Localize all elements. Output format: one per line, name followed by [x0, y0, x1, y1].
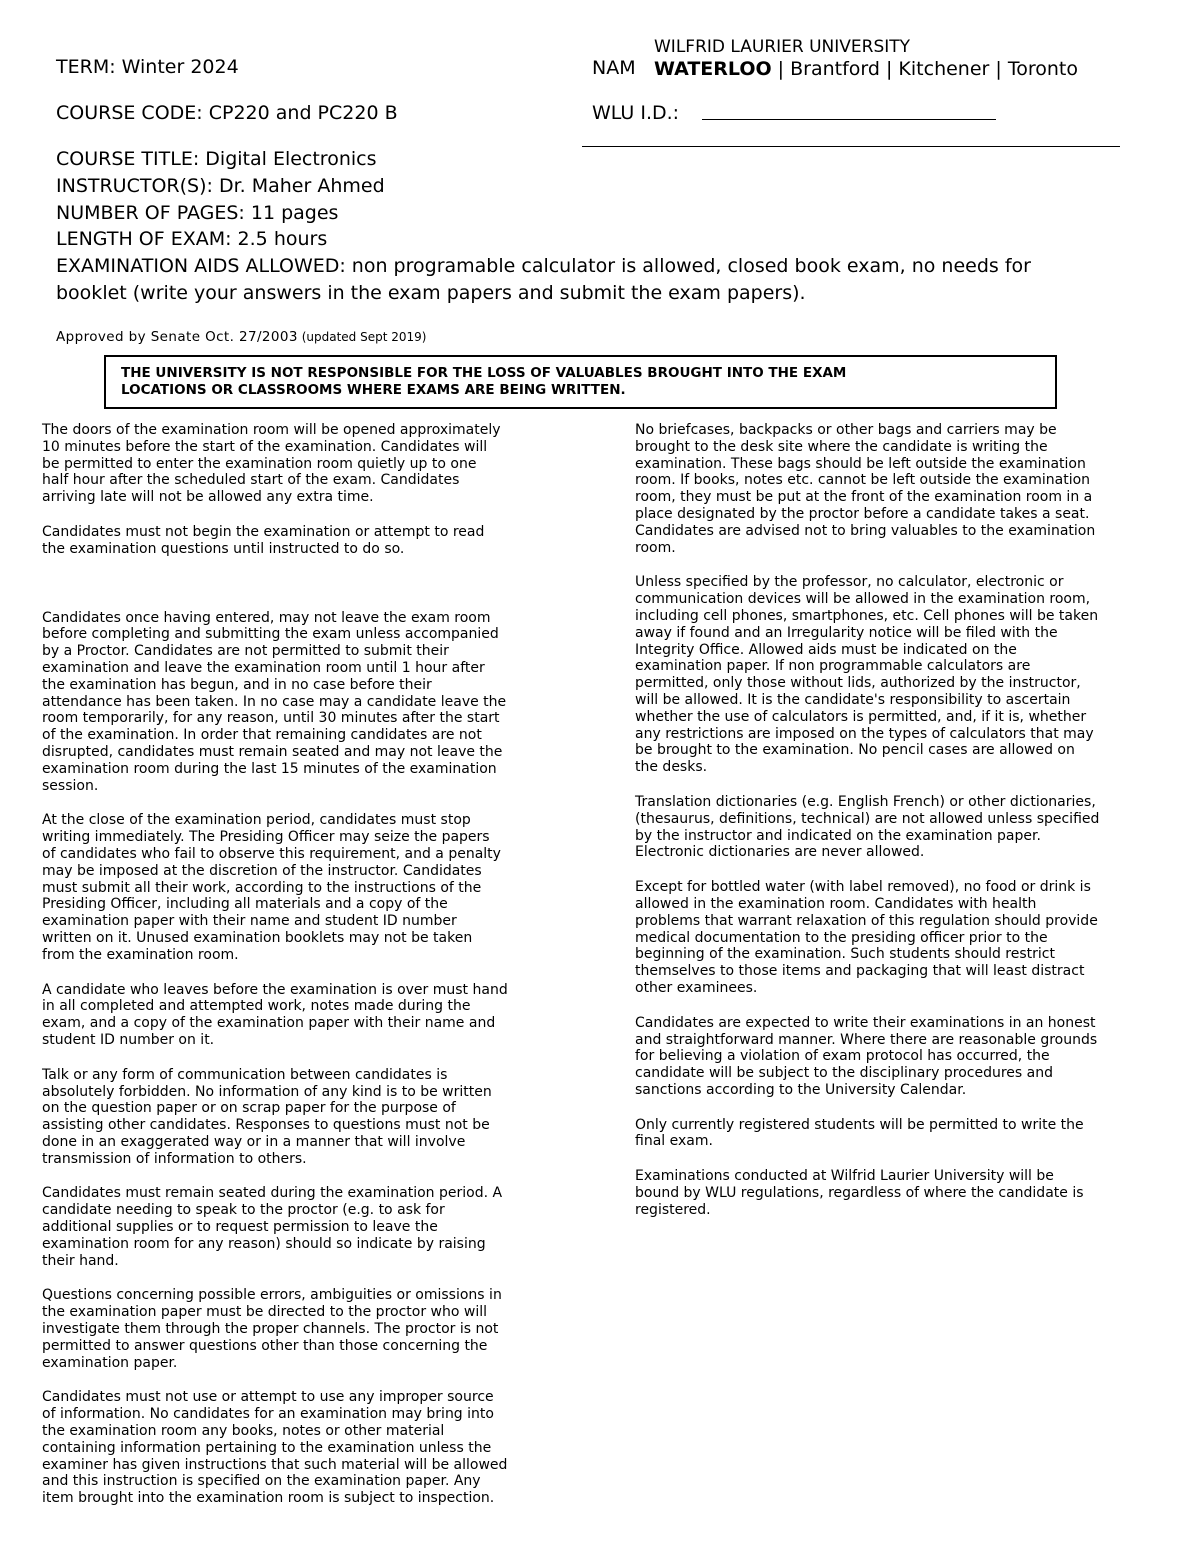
- rule-paragraph: [635, 879, 1175, 997]
- rule-line: additional supplies or to request permission to leave the: [42, 1219, 438, 1236]
- rule-line: transmission of information to others.: [42, 1150, 307, 1167]
- rule-line: the examination room any books, notes or other material: [42, 1423, 445, 1440]
- rule-line: containing information pertaining to the examination unless the: [42, 1439, 492, 1456]
- rule-line: written on it. Unused examination booklets may not be taken: [42, 929, 473, 946]
- rule-paragraph: [42, 1287, 582, 1371]
- rule-line: absolutely forbidden. No information of any kind is to be written: [42, 1083, 492, 1100]
- rule-line: examination paper.: [42, 1354, 178, 1371]
- approval-main: Approved by Senate Oct. 27/2003: [56, 329, 298, 345]
- rule-paragraph: [635, 794, 1175, 861]
- rule-line: half hour after the scheduled start of the exam. Candidates: [42, 472, 460, 489]
- rule-paragraph: [635, 422, 1175, 556]
- university-name: WILFRID LAURIER UNIVERSITY: [654, 37, 911, 57]
- rule-line: Except for bottled water (with label removed), no food or drink is: [635, 879, 1091, 896]
- rule-line: Questions concerning possible errors, ambiguities or omissions in: [42, 1287, 502, 1304]
- rule-line: At the close of the examination period, candidates must stop: [42, 812, 471, 829]
- rule-line: (thesaurus, definitions, technical) are not allowed unless specified: [635, 810, 1100, 827]
- rule-line: place designated by the proctor before a candidate takes a seat.: [635, 505, 1090, 522]
- rule-line: session.: [42, 777, 99, 794]
- rules-left-column: [42, 422, 582, 1507]
- rule-line: brought to the desk site where the candidate is writing the: [635, 438, 1048, 455]
- rule-line: examination paper. If non programmable calculators are: [635, 658, 1031, 675]
- exam-length: LENGTH OF EXAM: 2.5 hours: [56, 228, 328, 251]
- rule-line: bound by WLU regulations, regardless of where the candidate is: [635, 1185, 1084, 1202]
- rule-line: registered.: [635, 1201, 711, 1218]
- rule-line: the examination paper must be directed to the proctor who will: [42, 1304, 487, 1321]
- rule-line: problems that warrant relaxation of this regulation should provide: [635, 912, 1098, 929]
- rule-line: assisting other candidates. Responses to questions must not be: [42, 1117, 490, 1134]
- rule-line: attendance has been taken. In no case may a candidate leave the: [42, 693, 507, 710]
- rule-line: room temporarily, for any reason, until 30 minutes after the start: [42, 710, 500, 727]
- rule-line: examination and leave the examination room until 1 hour after: [42, 659, 485, 676]
- rule-line: Examinations conducted at Wilfrid Laurier University will be: [635, 1168, 1054, 1185]
- rule-line: student ID number on it.: [42, 1031, 215, 1048]
- exam-aids-line-1: EXAMINATION AIDS ALLOWED: non programable calculator is allowed, closed book exam, no needs for: [56, 255, 1031, 278]
- rule-paragraph: [42, 1389, 582, 1507]
- rule-paragraph: [635, 574, 1175, 776]
- wlu-id-field-line: [702, 119, 996, 120]
- rule-line: any restrictions are imposed on the types of calculators that may: [635, 725, 1094, 742]
- rule-line: by the instructor and indicated on the examination paper.: [635, 827, 1041, 844]
- rule-line: disrupted, candidates must remain seated and may not leave the: [42, 743, 503, 760]
- rule-line: medical documentation to the presiding officer prior to the: [635, 929, 1048, 946]
- rules-right-column: [635, 422, 1175, 1219]
- rule-line: investigate them through the proper channels. The proctor is not: [42, 1321, 499, 1338]
- course-code: COURSE CODE: CP220 and PC220 B: [56, 102, 398, 124]
- rule-line: Candidates must not use or attempt to use any improper source: [42, 1389, 494, 1406]
- rule-paragraph: [635, 1117, 1175, 1151]
- rule-line: No briefcases, backpacks or other bags and carriers may be: [635, 422, 1057, 438]
- rule-line: Candidates once having entered, may not leave the exam room: [42, 609, 491, 626]
- rule-line: the examination has begun, and in no case before their: [42, 676, 432, 693]
- rule-line: be brought to the examination. No pencil cases are allowed on: [635, 742, 1075, 759]
- number-of-pages: NUMBER OF PAGES: 11 pages: [56, 201, 339, 224]
- course-meta: [56, 146, 1096, 307]
- rule-line: Talk or any form of communication between candidates is: [42, 1066, 448, 1083]
- course-title: COURSE TITLE: Digital Electronics: [56, 148, 377, 170]
- rule-line: Electronic dictionaries are never allowed.: [635, 844, 925, 861]
- rule-line: communication devices will be allowed in the examination room,: [635, 591, 1091, 608]
- rule-line: themselves to those items and packaging that will least distract: [635, 963, 1085, 980]
- rule-line: allowed in the examination room. Candidates with health: [635, 895, 1037, 912]
- rule-line: examination paper with their name and student ID number: [42, 913, 457, 930]
- rule-line: the desks.: [635, 759, 708, 776]
- rule-line: before completing and submitting the exam unless accompanied: [42, 626, 499, 643]
- rule-line: permitted to answer questions other than those concerning the: [42, 1337, 488, 1354]
- rule-paragraph: [42, 610, 582, 795]
- name-label: NAM: [592, 57, 636, 79]
- term: TERM: Winter 2024: [56, 56, 239, 78]
- valuables-notice-box: [104, 355, 1057, 409]
- rule-line: for believing a violation of exam protocol has occurred, the: [635, 1048, 1050, 1065]
- rule-line: beginning of the examination. Such students should restrict: [635, 946, 1055, 963]
- rule-line: candidate needing to speak to the proctor (e.g. to ask for: [42, 1202, 445, 1219]
- rule-paragraph: [635, 1168, 1175, 1218]
- rule-line: whether the use of calculators is permitted, and, if it is, whether: [635, 708, 1087, 725]
- rule-paragraph: [42, 422, 582, 506]
- rule-paragraph: [42, 982, 582, 1049]
- rule-line: arriving late will not be allowed any extra time.: [42, 489, 374, 506]
- rule-line: Integrity Office. Allowed aids must be indicated on the: [635, 641, 1017, 658]
- rule-line: item brought into the examination room is subject to inspection.: [42, 1490, 495, 1507]
- rule-line: must submit all their work, according to the instructions of the: [42, 879, 482, 896]
- rule-line: and this instruction is specified on the examination paper. Any: [42, 1473, 481, 1490]
- rule-paragraph: [635, 1015, 1175, 1099]
- rule-line: and straightforward manner. Where there are reasonable grounds: [635, 1031, 1098, 1048]
- rule-line: Candidates are expected to write their examinations in an honest: [635, 1014, 1096, 1031]
- senate-approval: [56, 329, 426, 345]
- rule-line: Presiding Officer, including all materials and a copy of the: [42, 896, 448, 913]
- rule-line: final exam.: [635, 1133, 713, 1150]
- rule-line: on the question paper or on scrap paper for the purpose of: [42, 1100, 456, 1117]
- rule-line: by a Proctor. Candidates are not permitted to submit their: [42, 643, 449, 660]
- rule-line: Candidates must remain seated during the examination period. A: [42, 1185, 503, 1202]
- rule-line: of information. No candidates for an examination may bring into: [42, 1406, 494, 1423]
- rule-line: The doors of the examination room will be opened approximately: [42, 422, 501, 438]
- rule-line: examiner has given instructions that such material will be allowed: [42, 1456, 508, 1473]
- rule-paragraph: [42, 1067, 582, 1168]
- rule-line: examination. These bags should be left outside the examination: [635, 455, 1086, 472]
- rule-line: exam, and a copy of the examination paper with their name and: [42, 1015, 496, 1032]
- rule-line: done in an exaggerated way or in a manner that will involve: [42, 1133, 466, 1150]
- rule-line: examination room for any reason) should so indicate by raising: [42, 1235, 486, 1252]
- rule-line: other examinees.: [635, 979, 758, 996]
- rule-line: examination room during the last 15 minutes of the examination: [42, 760, 497, 777]
- rule-line: the examination questions until instructed to do so.: [42, 540, 405, 557]
- exam-aids-line-2: booklet (write your answers in the exam papers and submit the exam papers).: [56, 281, 806, 304]
- rule-paragraph: [42, 524, 582, 558]
- rule-line: away if found and an Irregularity notice will be filed with the: [635, 624, 1058, 641]
- rule-line: sanctions according to the University Calendar.: [635, 1081, 967, 1098]
- rule-line: writing immediately. The Presiding Officer may seize the papers: [42, 829, 490, 846]
- rule-line: from the examination room.: [42, 946, 239, 963]
- instructor: INSTRUCTOR(S): Dr. Maher Ahmed: [56, 174, 385, 197]
- rule-line: room, they must be put at the front of the examination room in a: [635, 489, 1093, 506]
- rule-paragraph: [42, 1185, 582, 1269]
- campus-rest: | Brantford | Kitchener | Toronto: [771, 58, 1078, 80]
- approval-updated: (updated Sept 2019): [297, 330, 427, 344]
- rule-line: of candidates who fail to observe this requirement, and a penalty: [42, 845, 501, 862]
- rule-line: may be imposed at the discretion of the instructor. Candidates: [42, 862, 482, 879]
- rule-line: 10 minutes before the start of the examination. Candidates will: [42, 438, 488, 455]
- rule-line: candidate will be subject to the disciplinary procedures and: [635, 1065, 1053, 1082]
- rule-line: will be allowed. It is the candidate's responsibility to ascertain: [635, 691, 1071, 708]
- rule-line: Candidates are advised not to bring valuables to the examination: [635, 522, 1096, 539]
- rule-line: Candidates must not begin the examination or attempt to read: [42, 523, 485, 540]
- campus-main: WATERLOO: [654, 58, 772, 80]
- rule-line: A candidate who leaves before the examination is over must hand: [42, 981, 508, 998]
- rule-line: in all completed and attempted work, notes made during the: [42, 998, 471, 1015]
- rule-line: Only currently registered students will be permitted to write the: [635, 1116, 1084, 1133]
- rule-line: permitted, only those without lids, authorized by the instructor,: [635, 675, 1081, 692]
- rule-line: room. If books, notes etc. cannot be left outside the examination: [635, 472, 1091, 489]
- wlu-id-label: WLU I.D.:: [592, 102, 680, 124]
- rule-line: be permitted to enter the examination room quietly up to one: [42, 455, 477, 472]
- rule-paragraph: [42, 812, 582, 963]
- rule-line: their hand.: [42, 1252, 119, 1269]
- rule-line: of the examination. In order that remaining candidates are not: [42, 727, 482, 744]
- notice-line-1: THE UNIVERSITY IS NOT RESPONSIBLE FOR THE LOSS OF VALUABLES BROUGHT INTO THE EXAM: [121, 365, 847, 381]
- rule-line: room.: [635, 539, 676, 556]
- rule-line: Unless specified by the professor, no calculator, electronic or: [635, 574, 1064, 591]
- notice-line-2: LOCATIONS OR CLASSROOMS WHERE EXAMS ARE BEING WRITTEN.: [121, 381, 626, 398]
- rule-line: including cell phones, smartphones, etc. Cell phones will be taken: [635, 607, 1099, 624]
- rule-line: Translation dictionaries (e.g. English French) or other dictionaries,: [635, 793, 1096, 810]
- campus-list: [654, 58, 1078, 80]
